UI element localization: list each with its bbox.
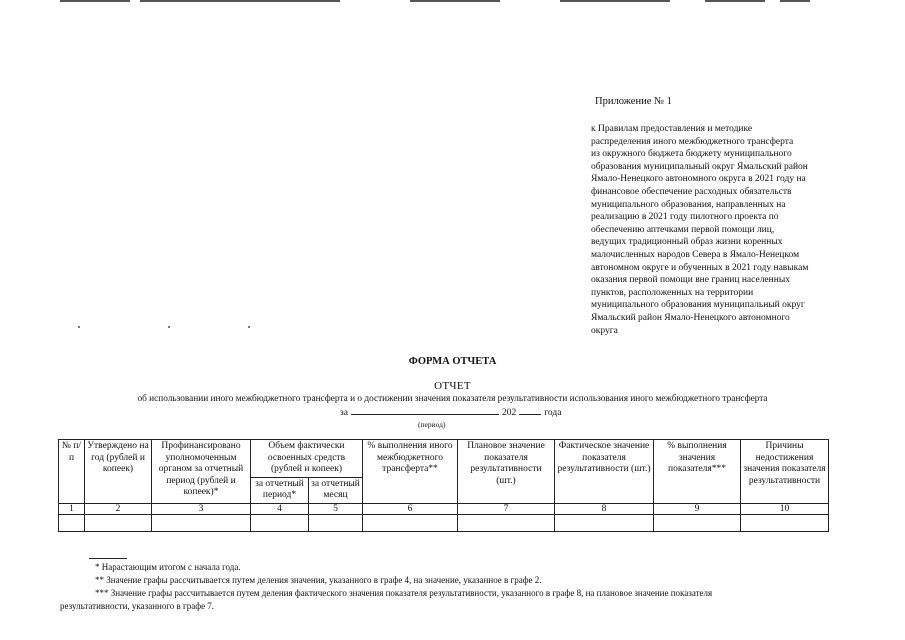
col-planned-header: Плановое значение показателя результативности (шт.) (458, 440, 555, 504)
col-reasons-header: Причины недостижения значения показателя результативности (741, 440, 829, 504)
column-number: 9 (654, 503, 741, 514)
table-header-row (59, 440, 829, 478)
scan-dot (78, 326, 80, 328)
period-line (340, 405, 561, 418)
appendix-line: муниципального образования, направленных на (591, 199, 786, 210)
appendix-line: обеспечению аптечками первой помощи лиц, (591, 224, 775, 235)
col-spent-month-header: за отчетный месяц (309, 477, 363, 503)
column-number: 10 (741, 503, 829, 514)
column-numbers-row (59, 503, 829, 514)
scan-edge-line (560, 0, 670, 2)
column-number: 5 (309, 503, 363, 514)
scan-dot (168, 326, 170, 328)
col-actual-header: Фактическое значение показателя результативности (шт.) (555, 440, 654, 504)
column-number: 8 (555, 503, 654, 514)
column-number: 1 (59, 503, 85, 514)
table-cell[interactable] (251, 514, 309, 531)
table-cell[interactable] (85, 514, 152, 531)
report-table (58, 439, 829, 532)
period-prefix: за (340, 408, 348, 418)
col-spent-group-header: Объем фактически освоенных средств (рублей и копеек) (251, 440, 363, 478)
appendix-line: к Правилам предоставления и методике (591, 124, 753, 134)
scan-edge-line (705, 0, 765, 2)
appendix-line: округа (591, 325, 618, 336)
scan-edge-line (410, 0, 500, 2)
appendix-title: Приложение № 1 (595, 96, 672, 107)
appendix-line: оказания первой помощи вне границ населенных (591, 275, 790, 286)
year-blank[interactable] (519, 405, 541, 415)
column-number: 7 (458, 503, 555, 514)
period-caption: (период) (418, 420, 446, 429)
form-title: ФОРМА ОТЧЕТА (408, 356, 497, 367)
appendix-body (591, 123, 853, 337)
table-cell[interactable] (654, 514, 741, 531)
col-approved-header: Утверждено на год (рублей и копеек) (85, 440, 152, 504)
table-cell[interactable] (555, 514, 654, 531)
table-cell[interactable] (741, 514, 829, 531)
col-pct-transfer-header: % выполнения иного межбюджетного трансферта** (363, 440, 458, 504)
report-subtitle: об использовании иного межбюджетного трансферта и о достижении значения показателя результативности использования иного межбюджетного трансферта (137, 394, 768, 404)
col-spent-period-header: за отчетный период* (251, 477, 309, 503)
col-num-header: № п/п (59, 440, 85, 504)
scan-dot (248, 326, 250, 328)
column-number: 6 (363, 503, 458, 514)
table-cell[interactable] (458, 514, 555, 531)
appendix-line: Ямало-Ненецкого автономного округа в 2021 году на (591, 174, 806, 185)
column-number: 2 (85, 503, 152, 514)
appendix-line: из окружного бюджета бюджету муниципального (591, 149, 792, 160)
footnote-3-continued: результативности, указанного в графе 7. (60, 601, 215, 611)
scan-edge-line (140, 0, 340, 2)
col-financed-header: Профинансировано уполномоченным органом за отчетный период (рублей и копеек)* (152, 440, 251, 504)
period-blank[interactable] (351, 405, 499, 415)
column-number: 4 (251, 503, 309, 514)
appendix-line: образования муниципальный округ Ямальский район (591, 161, 808, 172)
table-data-row (59, 514, 829, 531)
table-cell[interactable] (152, 514, 251, 531)
report-title: ОТЧЕТ (434, 380, 471, 392)
col-pct-value-header: % выполнения значения показателя*** (654, 440, 741, 504)
table-cell[interactable] (59, 514, 85, 531)
footnote-1: * Нарастающим итогом с начала года. (95, 562, 241, 572)
appendix-line: автономном округе и обученных в 2021 году навыкам (591, 262, 809, 273)
footnote-3: *** Значение графы рассчитывается путем деления фактического значения показателя результативности, указанного в графе 8, на плановое значение показателя (95, 588, 713, 598)
column-number: 3 (152, 503, 251, 514)
appendix-line: финансовое обеспечение расходных обязательств (591, 186, 792, 197)
period-suffix: года (544, 408, 562, 418)
scan-edge-line (60, 0, 130, 2)
appendix-line: реализацию в 2021 году пилотного проекта по (591, 212, 779, 223)
appendix-line: муниципального образования муниципальный округ (591, 300, 805, 311)
period-year: 202 (501, 408, 517, 418)
table-cell[interactable] (363, 514, 458, 531)
footnote-divider (89, 558, 127, 559)
appendix-line: Ямальский район Ямало-Ненецкого автономного (591, 312, 790, 323)
scan-edge-line (780, 0, 810, 2)
table-cell[interactable] (309, 514, 363, 531)
appendix-line: пунктов, расположенных на территории (591, 287, 754, 298)
footnote-2: ** Значение графы рассчитывается путем деления значения, указанного в графе 4, на значение, указанное в графе 2. (95, 575, 542, 585)
appendix-line: малочисленных народов Севера в Ямало-Ненецком (591, 249, 800, 260)
appendix-line: ведущих традиционный образ жизни коренных (591, 237, 783, 248)
appendix-line: распределения иного межбюджетного трансферта (591, 136, 794, 147)
